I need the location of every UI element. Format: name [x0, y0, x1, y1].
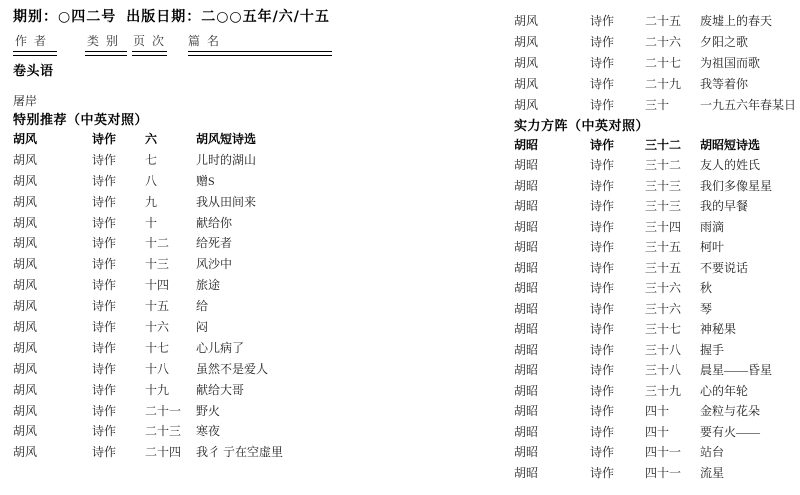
row-page-cell: 三十: [645, 98, 670, 112]
row-page-cell: 十五: [145, 299, 170, 314]
row-author-cell: 胡风: [13, 131, 38, 146]
continuation-rows: [514, 10, 796, 115]
row-page-cell: 四十一: [645, 445, 682, 460]
row-title-cell: 我等着你: [700, 77, 749, 91]
row-author-cell: 胡昭: [514, 219, 539, 234]
row-page-cell: 十: [145, 215, 158, 230]
row-genre-cell: 诗作: [590, 219, 615, 234]
row-title-cell: 要有火——: [700, 424, 761, 439]
row-page-cell: 九: [145, 194, 158, 209]
row-author-cell: 胡昭: [514, 424, 539, 439]
row-author-cell: 胡风: [514, 77, 539, 91]
row-author-cell: 胡昭: [514, 465, 539, 480]
section-heading-strength: 实力方阵（中英对照）: [514, 119, 650, 134]
row-title-cell: 晨星——昏星: [700, 363, 773, 378]
row-title-cell: 心的年轮: [700, 383, 749, 398]
row-genre-cell: 诗作: [590, 56, 615, 70]
table-row: [514, 339, 796, 360]
table-row: [514, 360, 796, 381]
row-title-cell: 我们多像星星: [700, 178, 773, 193]
row-author-cell: 胡风: [13, 424, 38, 439]
row-page-cell: 三十三: [645, 199, 682, 214]
row-author-cell: 胡风: [13, 236, 38, 251]
row-author-cell: 胡昭: [514, 281, 539, 296]
row-genre-cell: 诗作: [92, 236, 117, 251]
table-row: [514, 31, 796, 52]
row-genre-cell: 诗作: [590, 158, 615, 173]
row-author-cell: 胡昭: [514, 158, 539, 173]
row-author-cell: 胡昭: [514, 445, 539, 460]
left-column: [13, 6, 478, 462]
row-genre-cell: 诗作: [92, 131, 117, 146]
row-author-cell: 胡风: [13, 278, 38, 293]
table-row: [13, 253, 478, 274]
row-genre-cell: 诗作: [92, 194, 117, 209]
issue-label: 期别：: [13, 9, 58, 25]
table-row: [514, 319, 796, 340]
column-header-page: 页 次: [133, 34, 167, 48]
table-row: [514, 52, 796, 73]
row-page-cell: 四十一: [645, 465, 682, 480]
table-row: [13, 337, 478, 358]
row-title-cell: 野火: [196, 403, 221, 418]
row-genre-cell: 诗作: [92, 361, 117, 376]
row-title-cell: 友人的姓氏: [700, 158, 761, 173]
row-title-cell: 流星: [700, 465, 725, 480]
row-page-cell: 十六: [145, 319, 170, 334]
table-row: [514, 10, 796, 31]
table-row: [514, 196, 796, 217]
table-row: [514, 442, 796, 463]
row-author-cell: 胡风: [13, 445, 38, 460]
row-genre-cell: 诗作: [590, 424, 615, 439]
section-heading-special: 特别推荐（中英对照）: [13, 113, 149, 128]
row-page-cell: 十三: [145, 257, 170, 272]
row-author-cell: 胡风: [514, 14, 539, 28]
row-title-cell: 握手: [700, 342, 725, 357]
row-genre-cell: 诗作: [590, 77, 615, 91]
row-page-cell: 三十三: [645, 178, 682, 193]
row-page-cell: 三十九: [645, 383, 682, 398]
row-author-cell: 胡风: [13, 257, 38, 272]
row-page-cell: 三十八: [645, 363, 682, 378]
table-row: [13, 128, 478, 149]
row-title-cell: 风沙中: [196, 257, 233, 272]
table-row: [13, 295, 478, 316]
row-genre-cell: 诗作: [590, 404, 615, 419]
table-row: [13, 316, 478, 337]
row-title-cell: 为祖国而歌: [700, 56, 761, 70]
row-page-cell: 十四: [145, 278, 170, 293]
row-title-cell: 旅途: [196, 278, 221, 293]
section-heading-foreword: 卷头语: [13, 64, 54, 79]
row-page-cell: 六: [145, 131, 158, 146]
row-genre-cell: 诗作: [92, 278, 117, 293]
row-genre-cell: 诗作: [590, 240, 615, 255]
table-row: [13, 212, 478, 233]
row-page-cell: 三十五: [645, 240, 682, 255]
row-page-cell: 十七: [145, 340, 170, 355]
row-author-cell: 胡风: [514, 35, 539, 49]
row-author-cell: 胡风: [13, 194, 38, 209]
foreword-author: 屠岸: [13, 94, 38, 108]
row-title-cell: 献给大哥: [196, 382, 245, 397]
row-author-cell: 胡风: [13, 382, 38, 397]
row-author-cell: 胡昭: [514, 383, 539, 398]
row-title-cell: 雨滴: [700, 219, 725, 234]
table-row: [514, 73, 796, 94]
row-genre-cell: 诗作: [92, 340, 117, 355]
publish-date-label: 出版日期：: [126, 9, 202, 25]
row-page-cell: 三十六: [645, 281, 682, 296]
double-rule-author: [13, 51, 57, 56]
table-row: [13, 441, 478, 462]
row-genre-cell: 诗作: [92, 445, 117, 460]
row-author-cell: 胡昭: [514, 137, 539, 152]
row-title-cell: 闷: [196, 319, 209, 334]
table-row: [13, 149, 478, 170]
row-title-cell: 琴: [700, 301, 713, 316]
column-header-title: 篇 名: [188, 34, 222, 48]
row-genre-cell: 诗作: [590, 98, 615, 112]
row-genre-cell: 诗作: [590, 465, 615, 480]
row-author-cell: 胡风: [13, 319, 38, 334]
table-row: [514, 216, 796, 237]
double-rule-title: [188, 51, 332, 56]
row-genre-cell: 诗作: [92, 257, 117, 272]
row-genre-cell: 诗作: [92, 215, 117, 230]
column-header-author: 作 者: [15, 34, 49, 48]
row-genre-cell: 诗作: [92, 382, 117, 397]
row-genre-cell: 诗作: [590, 14, 615, 28]
row-page-cell: 三十四: [645, 219, 682, 234]
row-page-cell: 七: [145, 152, 158, 167]
row-author-cell: 胡风: [13, 152, 38, 167]
row-author-cell: 胡昭: [514, 342, 539, 357]
row-author-cell: 胡昭: [514, 240, 539, 255]
row-page-cell: 十八: [145, 361, 170, 376]
table-row: [13, 170, 478, 191]
row-title-cell: 一九五六年春某日: [700, 98, 796, 112]
row-title-cell: 站台: [700, 445, 725, 460]
row-page-cell: 三十五: [645, 260, 682, 275]
row-page-cell: 四十: [645, 404, 670, 419]
row-title-cell: 金粒与花朵: [700, 404, 761, 419]
row-page-cell: 十二: [145, 236, 170, 251]
row-genre-cell: 诗作: [92, 173, 117, 188]
row-page-cell: 二十三: [145, 424, 182, 439]
row-genre-cell: 诗作: [590, 301, 615, 316]
table-row: [514, 134, 796, 155]
row-genre-cell: 诗作: [590, 137, 615, 152]
publish-date-value: 二○○五年/六/十五: [201, 9, 330, 25]
column-header-genre: 类 别: [87, 34, 121, 48]
row-genre-cell: 诗作: [590, 342, 615, 357]
masthead: [13, 6, 478, 26]
row-genre-cell: 诗作: [590, 445, 615, 460]
row-page-cell: 二十九: [645, 77, 682, 91]
row-page-cell: 二十六: [645, 35, 682, 49]
row-title-cell: 神秘果: [700, 322, 737, 337]
row-author-cell: 胡风: [514, 98, 539, 112]
row-title-cell: 赠S: [196, 173, 215, 188]
row-page-cell: 三十七: [645, 322, 682, 337]
row-title-cell: 献给你: [196, 215, 233, 230]
table-row: [13, 232, 478, 253]
issue-value: ○四二号: [58, 9, 117, 25]
row-title-cell: 给: [196, 299, 209, 314]
row-title-cell: 虽然不是爱人: [196, 361, 269, 376]
row-title-cell: 我从田间来: [196, 194, 257, 209]
table-row: [514, 401, 796, 422]
row-genre-cell: 诗作: [92, 319, 117, 334]
table-row: [514, 462, 796, 483]
row-title-cell: 秋: [700, 281, 713, 296]
row-genre-cell: 诗作: [92, 152, 117, 167]
row-page-cell: 二十四: [145, 445, 182, 460]
row-genre-cell: 诗作: [92, 424, 117, 439]
table-row: [13, 420, 478, 441]
row-page-cell: 八: [145, 173, 158, 188]
row-page-cell: 二十一: [145, 403, 182, 418]
double-rule-genre: [85, 51, 127, 56]
row-author-cell: 胡昭: [514, 322, 539, 337]
row-title-cell: 寒夜: [196, 424, 221, 439]
table-row: [514, 237, 796, 258]
row-author-cell: 胡风: [13, 340, 38, 355]
row-genre-cell: 诗作: [590, 199, 615, 214]
row-author-cell: 胡昭: [514, 178, 539, 193]
table-row: [13, 400, 478, 421]
row-title-cell: 我彳 亍在空虚里: [196, 445, 284, 460]
row-title-cell: 不要说话: [700, 260, 749, 275]
special-rows: [13, 128, 478, 462]
row-author-cell: 胡风: [13, 173, 38, 188]
row-author-cell: 胡风: [514, 56, 539, 70]
table-row: [514, 421, 796, 442]
table-row: [514, 278, 796, 299]
row-author-cell: 胡风: [13, 361, 38, 376]
row-genre-cell: 诗作: [590, 363, 615, 378]
row-author-cell: 胡昭: [514, 260, 539, 275]
row-author-cell: 胡风: [13, 299, 38, 314]
double-rule-page: [132, 51, 167, 56]
table-row: [514, 175, 796, 196]
row-genre-cell: 诗作: [92, 299, 117, 314]
table-row: [13, 379, 478, 400]
row-title-cell: 心儿病了: [196, 340, 245, 355]
row-genre-cell: 诗作: [92, 403, 117, 418]
row-genre-cell: 诗作: [590, 178, 615, 193]
row-title-cell: 儿时的湖山: [196, 152, 257, 167]
row-title-cell: 胡昭短诗选: [700, 137, 761, 152]
row-genre-cell: 诗作: [590, 281, 615, 296]
row-title-cell: 给死者: [196, 236, 233, 251]
table-row: [514, 298, 796, 319]
row-page-cell: 二十五: [645, 14, 682, 28]
row-page-cell: 三十二: [645, 158, 682, 173]
table-row: [514, 155, 796, 176]
row-author-cell: 胡昭: [514, 404, 539, 419]
strength-rows: [514, 134, 796, 483]
row-author-cell: 胡昭: [514, 199, 539, 214]
row-page-cell: 四十: [645, 424, 670, 439]
table-row: [13, 191, 478, 212]
right-column: [514, 4, 796, 483]
row-genre-cell: 诗作: [590, 260, 615, 275]
row-genre-cell: 诗作: [590, 322, 615, 337]
table-header: [13, 32, 478, 60]
row-author-cell: 胡昭: [514, 363, 539, 378]
table-row: [13, 274, 478, 295]
row-page-cell: 二十七: [645, 56, 682, 70]
row-title-cell: 柯叶: [700, 240, 725, 255]
row-title-cell: 夕阳之歌: [700, 35, 749, 49]
row-author-cell: 胡风: [13, 403, 38, 418]
table-row: [514, 94, 796, 115]
row-genre-cell: 诗作: [590, 383, 615, 398]
row-title-cell: 废墟上的春天: [700, 14, 773, 28]
row-author-cell: 胡风: [13, 215, 38, 230]
table-row: [13, 358, 478, 379]
table-row: [514, 257, 796, 278]
row-genre-cell: 诗作: [590, 35, 615, 49]
row-page-cell: 三十二: [645, 137, 682, 152]
row-title-cell: 胡风短诗选: [196, 131, 257, 146]
row-page-cell: 三十八: [645, 342, 682, 357]
row-author-cell: 胡昭: [514, 301, 539, 316]
row-page-cell: 十九: [145, 382, 170, 397]
row-title-cell: 我的早餐: [700, 199, 749, 214]
row-page-cell: 三十六: [645, 301, 682, 316]
table-row: [514, 380, 796, 401]
